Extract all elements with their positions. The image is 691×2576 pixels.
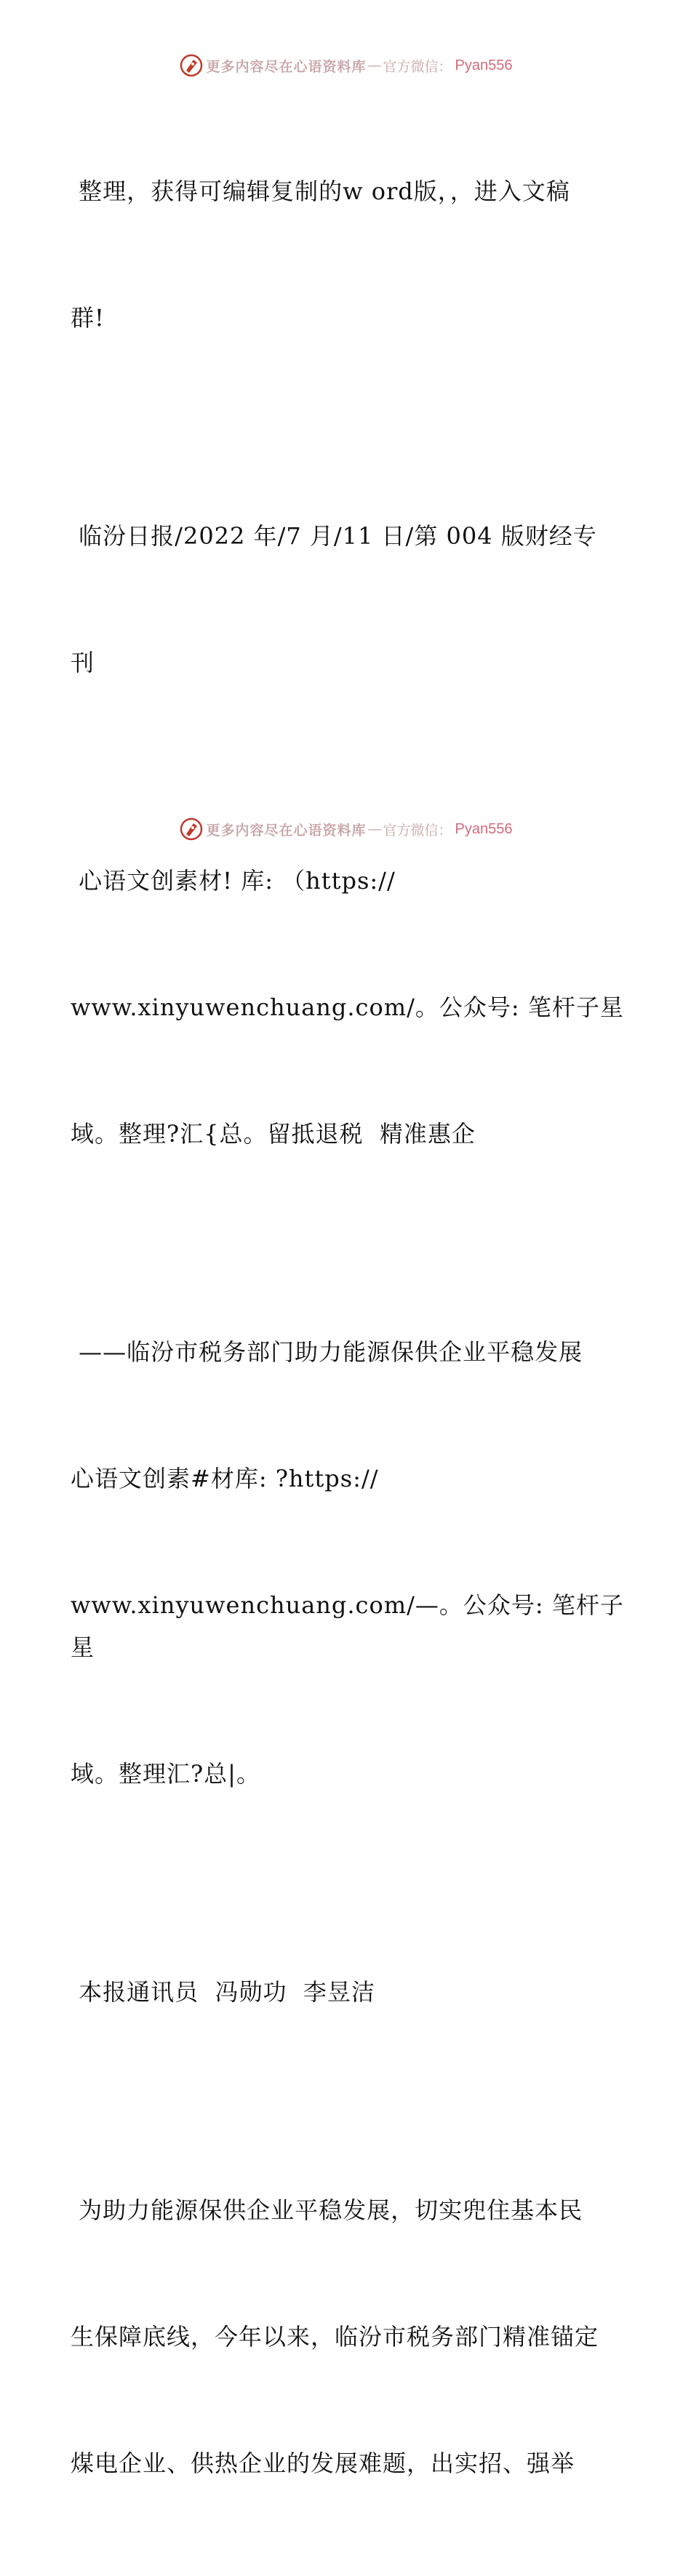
text-line: 心语文创素#材库: ?https:// (71, 1465, 379, 1492)
text-line: 本报通讯员 冯勋功 李昱洁 (71, 1978, 375, 2006)
document-body (71, 86, 631, 2576)
paragraph (71, 1247, 631, 1879)
text-line: 生保障底线，今年以来，临汾市税务部门精准锚定 (71, 2323, 599, 2351)
banner-separator: — (367, 57, 382, 73)
text-line: 群! (71, 304, 105, 332)
banner-text: 更多内容尽在心语资料库 (206, 58, 367, 75)
text-line: ——临汾市税务部门助力能源保供企业平稳发展 (71, 1338, 583, 1366)
text-line: 心语文创素材! 库: （https:// (71, 867, 396, 895)
banner-text: 更多内容尽在心语资料库 (206, 822, 367, 839)
text-line: 域。整理?汇{总。留抵退税 精准惠企 (71, 1120, 476, 1148)
paragraph (71, 1887, 631, 2097)
text-line: 整理，获得可编辑复制的w ord版，，进入文稿 (71, 177, 570, 205)
banner-wechat-id: Pyan556 (455, 57, 513, 73)
pen-nib-icon (179, 53, 204, 78)
banner-wechat-id: Pyan556 (455, 820, 513, 837)
text-line: 为助力能源保供企业平稳发展，切实兜住基本民 (71, 2196, 583, 2224)
paragraph (71, 775, 631, 1239)
banner-wechat-label: 官方微信： (383, 822, 452, 839)
text-line: 临汾日报/2022 年/7 月/11 日/第 004 版财经专 (71, 522, 597, 550)
paragraph (71, 2105, 631, 2569)
text-line: 煤电企业、供热企业的发展难题，出实招、强举 (71, 2449, 575, 2477)
paragraph (71, 86, 631, 423)
text-line: 域。整理汇?总|。 (71, 1760, 260, 1788)
text-line: www.xinyuwenchuang.com/—。公众号: 笔杆子星 (71, 1591, 624, 1661)
paragraph (71, 431, 631, 768)
pen-nib-icon (179, 817, 204, 841)
banner-separator: — (367, 821, 382, 837)
text-line: www.xinyuwenchuang.com/。公众号: 笔杆子星 (71, 993, 624, 1021)
banner-wechat-label: 官方微信： (383, 58, 452, 75)
header-watermark-banner (0, 51, 691, 80)
text-line: 刊 (71, 649, 95, 676)
footer-watermark-banner (0, 815, 691, 844)
